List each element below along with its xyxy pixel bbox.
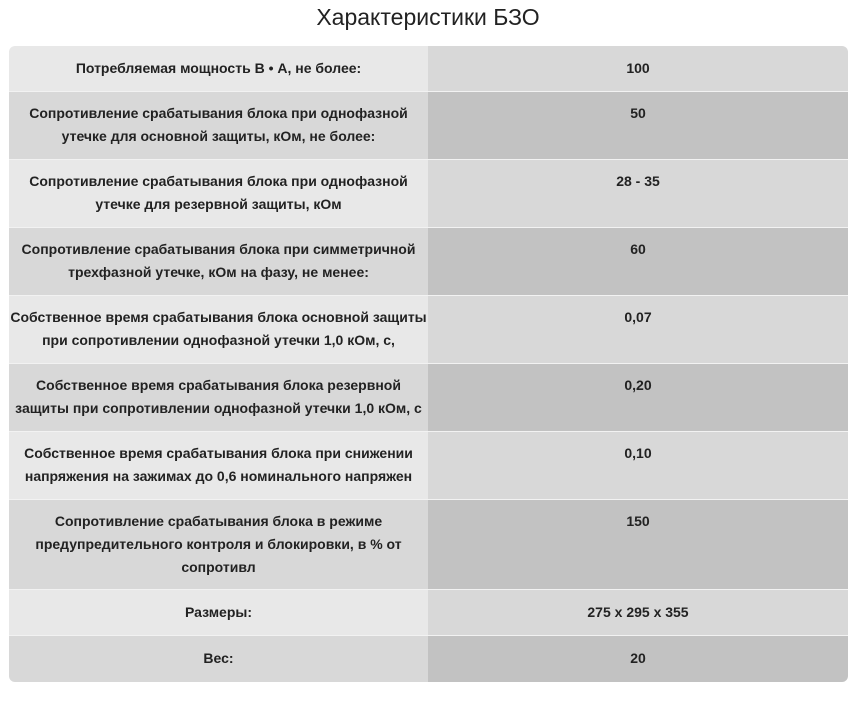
specifications-table: [9, 46, 848, 682]
spec-value: 150: [428, 500, 848, 590]
spec-label: Сопротивление срабатывания блока при симметричной трехфазной утечке, кОм на фазу, не менее:: [9, 228, 428, 296]
spec-value: 60: [428, 228, 848, 296]
spec-value: 0,20: [428, 364, 848, 432]
spec-label: Собственное время срабатывания блока при снижении напряжения на зажимах до 0,6 номинального напряжен: [9, 432, 428, 500]
table-row: [9, 636, 848, 683]
table-row: [9, 364, 848, 432]
spec-label: Собственное время срабатывания блока основной защиты при сопротивлении однофазной утечки 1,0 кОм, с,: [9, 296, 428, 364]
spec-value: 0,10: [428, 432, 848, 500]
table-row: [9, 228, 848, 296]
spec-label: Размеры:: [9, 590, 428, 636]
table-row: [9, 590, 848, 636]
table-row: [9, 92, 848, 160]
spec-label: Вес:: [9, 636, 428, 683]
spec-value: 50: [428, 92, 848, 160]
table-row: [9, 160, 848, 228]
spec-label: Сопротивление срабатывания блока при однофазной утечке для основной защиты, кОм, не более:: [9, 92, 428, 160]
spec-value: 275 x 295 x 355: [428, 590, 848, 636]
table-row: [9, 500, 848, 590]
page-title: Характеристики БЗО: [316, 4, 540, 30]
spec-value: 100: [428, 46, 848, 92]
spec-label: Сопротивление срабатывания блока при однофазной утечке для резервной защиты, кОм: [9, 160, 428, 228]
spec-label: Сопротивление срабатывания блока в режиме предупредительного контроля и блокировки, в % от сопротивл: [9, 500, 428, 590]
spec-value: 20: [428, 636, 848, 683]
table-row: [9, 46, 848, 92]
spec-value: 0,07: [428, 296, 848, 364]
spec-label: Собственное время срабатывания блока резервной защиты при сопротивлении однофазной утечки 1,0 кОм, с: [9, 364, 428, 432]
table-row: [9, 296, 848, 364]
spec-label: Потребляемая мощность В • А, не более:: [9, 46, 428, 92]
spec-value: 28 - 35: [428, 160, 848, 228]
table-row: [9, 432, 848, 500]
